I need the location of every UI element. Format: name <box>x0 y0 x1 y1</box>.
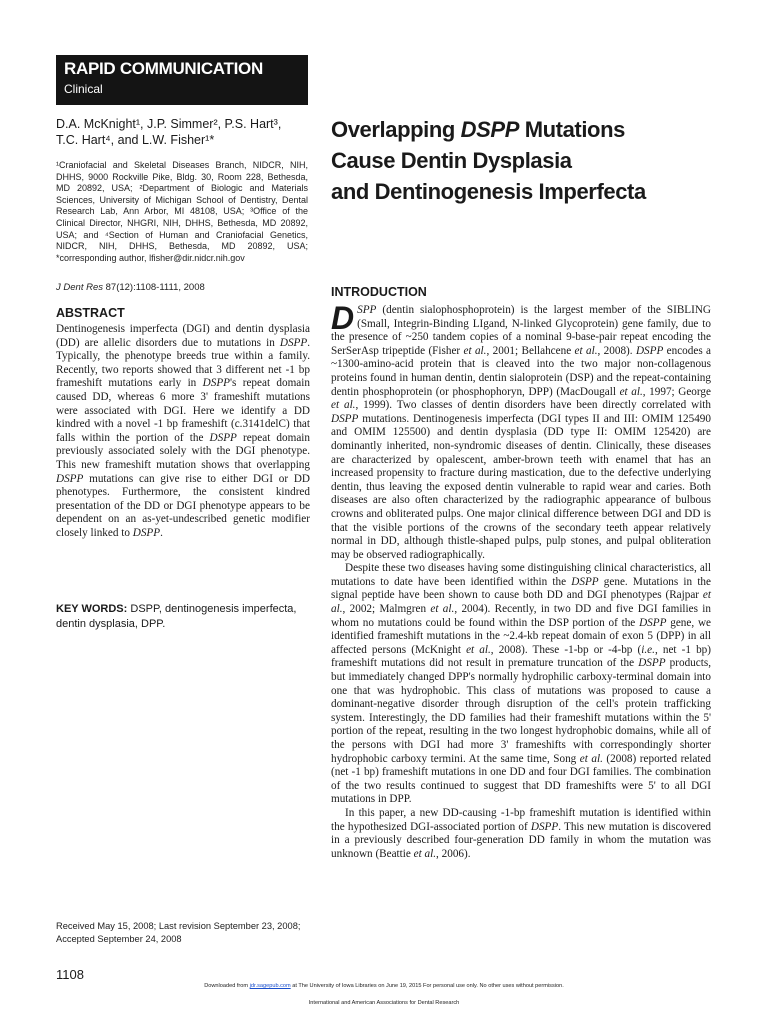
drop-cap: D <box>331 300 355 336</box>
received-line-2: Accepted September 24, 2008 <box>56 934 182 944</box>
journal-link[interactable]: jdr.sagepub.com <box>249 983 291 989</box>
author-line-2: T.C. Hart⁴, and L.W. Fisher¹* <box>56 133 215 147</box>
abstract-seg: repeat domain previously associated solely with the DGI phenotype. This new frameshift mutation shows that overlapping <box>56 431 310 471</box>
received-line-1: Received May 15, 2008; Last revision September 23, 2008; <box>56 921 301 931</box>
page-number: 1108 <box>56 967 84 982</box>
intro-italic: et al. <box>619 385 643 398</box>
author-line-1: D.A. McKnight¹, J.P. Simmer², P.S. Hart³, <box>56 117 282 131</box>
title-line-1-start: Overlapping <box>331 117 461 142</box>
intro-seg: , 2008). <box>597 344 636 357</box>
intro-italic: et al. <box>331 589 711 616</box>
abstract-seg: Dentinogenesis imperfecta (DGI) and dentin dysplasia (DD) are allelic disorders due to mutations in <box>56 323 310 349</box>
intro-seg: , 2002; Malmgren <box>342 603 431 616</box>
download-notice <box>0 983 768 989</box>
received-dates <box>56 920 310 946</box>
abstract-heading: ABSTRACT <box>56 306 125 320</box>
intro-italic: et al. <box>430 603 455 616</box>
intro-seg: , net -1 bp) frameshift mutations did not result in premature truncation of the <box>331 643 712 670</box>
intro-gene: SPP <box>357 304 377 316</box>
intro-paragraph-2 <box>331 562 711 807</box>
citation-details: 87(12):1108-1111, 2008 <box>103 282 205 293</box>
association-notice: International and American Associations for Dental Research <box>308 1000 460 1006</box>
intro-seg: , 2006). <box>436 847 471 860</box>
intro-seg: gene. Mutations in the signal peptide have been shown to cause both DD and DGI phenotypes (Rajpar <box>331 575 711 602</box>
intro-italic: et al. <box>466 643 491 656</box>
intro-seg: , 2004). Recently, in two DD and five DGI families in whom no mutations could be found within the DSP portion of the <box>331 603 711 629</box>
abstract-seg: . Typically, the phenotype breeds true within a family. Recently, two reports showed that 3 different net -1 bp frameshift mutations early in <box>56 336 310 390</box>
abstract-gene: DSPP <box>132 526 161 539</box>
intro-seg: , 1997; George <box>642 385 711 398</box>
abstract-gene: DSPP <box>56 472 84 485</box>
title-line-2: Cause Dentin Dysplasia <box>331 148 572 173</box>
intro-seg: (2008) reported related (net -1 bp) frameshift mutations in one DD and four DGI families. The combination of the two results continued to suggest that DD frameshifts were 5' to all DGI mutations in DPP. <box>331 752 712 806</box>
journal-citation <box>56 282 205 293</box>
intro-gene: DSPP <box>635 344 664 357</box>
intro-seg: Despite these two diseases having some distinguishing clinical characteristics, all mutations to date have been identified within the <box>331 562 711 588</box>
download-notice-start: Downloaded from <box>204 983 250 989</box>
abstract-seg: . <box>160 526 163 539</box>
abstract-gene: DSPP <box>279 336 308 349</box>
intro-seg: . This new mutation is discovered in a previously described four-generation DD family in whom the mutation was unknown (Beattie <box>331 820 711 860</box>
abstract-text <box>56 323 310 541</box>
keywords-label: KEY WORDS: <box>56 603 128 615</box>
intro-gene: DSPP <box>571 575 599 588</box>
intro-italic: et al. <box>413 847 437 860</box>
abstract-seg: mutations can give rise to either DGI or DD phenotypes. Furthermore, the consistent kindred presentation of the DD or DGI phenotype appears to be dependent on an as-yet-undescribed genetic modifier closely linked to <box>56 472 310 539</box>
intro-seg: In this paper, a new DD-causing -1-bp frameshift mutation is identified within the hypothesized DGI-associated portion of <box>331 806 711 833</box>
title-line-1-end: Mutations <box>518 117 625 142</box>
intro-seg: gene, we identified frameshift mutations in the ~2.4-kb repeat domain of exon 5 (DPP) in all affected persons (McKnight <box>331 616 711 656</box>
download-notice-end: at The University of Iowa Libraries on June 19, 2015 For personal use only. No other uses without permission. <box>290 983 564 989</box>
intro-seg: encodes a ~1300-amino-acid protein that is cleaved into the two major non-collagenous proteins found in human dentin, dentin sialoprotein (DSP) and the repeat-containing dentin phosphoprotein (or phosphophoryn, DPP) (MacDougall <box>331 344 712 398</box>
journal-name: J Dent Res <box>56 282 103 293</box>
intro-seg: , 1999). Two classes of dentin disorders have been directly correlated with <box>355 399 712 412</box>
article-type-banner <box>56 55 308 105</box>
affiliations: ¹Craniofacial and Skeletal Diseases Branch, NIDCR, NIH, DHHS, 9000 Rockville Pike, Bldg. 30, Room 228, Bethesda, MD 20892, USA; ²Department of Biologic and Materials Sciences, University of Michigan School of Dentistry, Dental Research Lab, Ann Arbor, MI 48108, USA; ³Office of the Clinical Director, NHGRI, NIH, DHHS, Bethesda, MD 20892, USA; and ⁴Section of Human and Craniofacial Genetics, NIDCR, NIH, DHHS, Bethesda, MD 20892, USA; *corresponding author, lfisher@dir.nidcr.nih.gov <box>56 160 308 263</box>
intro-italic: et al. <box>579 752 603 765</box>
intro-paragraph-3 <box>331 807 711 861</box>
intro-italic: i.e. <box>641 643 655 656</box>
abstract-gene: DSPP <box>202 377 230 390</box>
keywords-text: DSPP, dentinogenesis imperfecta, dentin dysplasia, DPP. <box>56 603 297 630</box>
intro-gene: DSPP <box>638 657 666 670</box>
article-title <box>331 114 731 207</box>
intro-gene: DSPP <box>331 412 359 425</box>
intro-italic: et al. <box>463 344 487 357</box>
intro-italic: et al. <box>331 399 356 412</box>
introduction-heading: INTRODUCTION <box>331 285 427 299</box>
intro-gene: DSPP <box>639 616 667 629</box>
abstract-seg: 's repeat domain caused DD, whereas 6 more 3' frameshift mutations were associated with DGI. Here we identify a DD kindred with a novel -1 bp frameshift (c.3141delC) that falls within the portion of the <box>56 377 310 444</box>
intro-seg: (dentin sialophosphoprotein) is the largest member of the SIBLING (Small, Integrin-Binding LIgand, N-linked Glycoprotein) gene family, due to the presence of ~250 tandem copies of a nominal 9-base-pair repeat encoding the SerSerAsp tripeptide (Fisher <box>331 304 711 357</box>
introduction-text <box>331 300 712 861</box>
title-gene: DSPP <box>460 117 519 142</box>
author-list <box>56 116 312 148</box>
keywords <box>56 602 310 632</box>
abstract-gene: DSPP <box>209 431 237 444</box>
intro-gene: DSPP <box>530 820 559 833</box>
title-line-3: and Dentinogenesis Imperfecta <box>331 179 646 204</box>
banner-title: RAPID COMMUNICATION <box>64 59 263 78</box>
intro-seg: products, but immediately changed DPP's normally hydrophilic carboxy-terminal domain into one that was hydrophobic. This class of mutations was proposed to cause a dominant-negative disorder through disruption of the cell's protein trafficking system. Interestingly, the DD families had their frameshift mutations within the 5' portion of the repeat, resulting in the two longest hydrophobic domains, while all of the persons with DGI had more 3' frameshifts with correspondingly shorter hydrophobic carboxy termini. At the same time, Song <box>331 657 711 765</box>
intro-seg: , 2001; Bellahcene <box>486 344 575 357</box>
banner-subtitle: Clinical <box>64 82 103 96</box>
intro-italic: et al. <box>574 344 598 357</box>
intro-seg: mutations. Dentinogenesis imperfecta (DGI types II and III: OMIM 125490 and OMIM 125500) and dentin dysplasia (DD type II: OMIM 125420) are dominantly inherited, non-syndromic diseases of dentin. Clinically, these diseases are characterized by opalescent, amber-brown teeth with enamel that has an increased propensity to fracture during mastication, due to the defective underlying dentin, thus leaving the exposed dentin vulnerable to rapid wear and caries. Both diseases are also often characterized by the radiographic appearance of bulbous crowns and obliterated pulps. One major clinical difference between DGI and DD is that the visible portions of the crowns of the secondary teeth appear relatively normal in DD, although thistle-shaped pulps, pulp stones, and pulpal obliteration may be observed radiographically. <box>331 412 711 561</box>
intro-seg: , 2008). These -1-bp or -4-bp ( <box>490 643 642 656</box>
intro-paragraph-1 <box>331 300 712 562</box>
